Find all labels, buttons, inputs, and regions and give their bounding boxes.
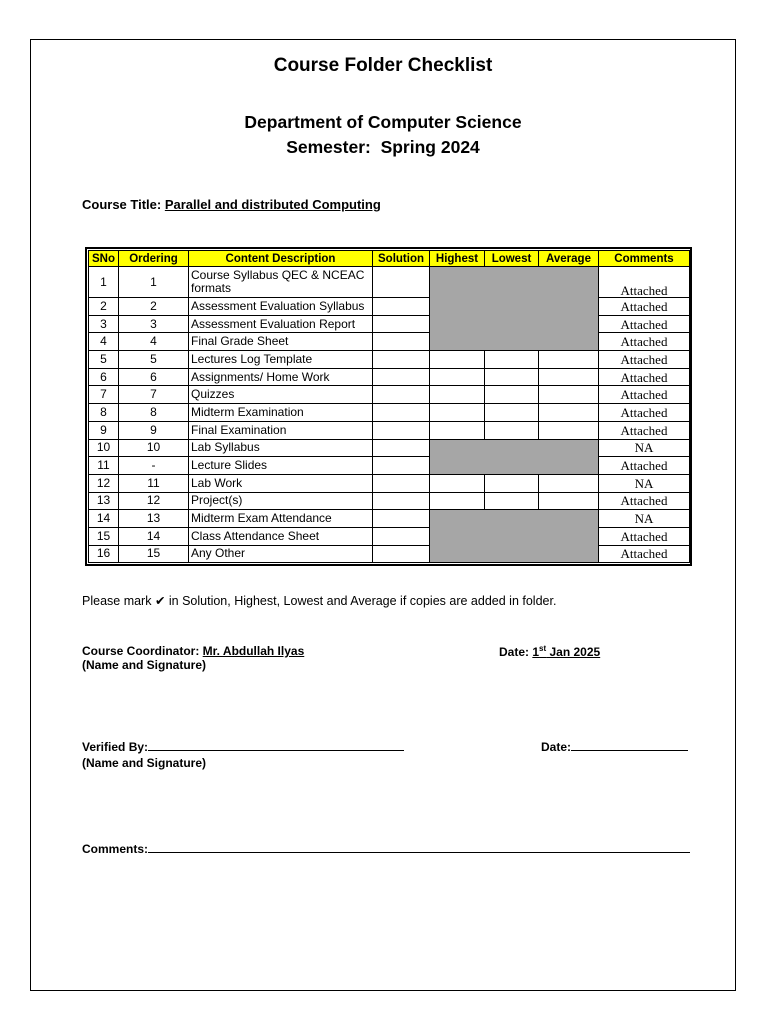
table-row [89,474,690,492]
cell-description: Lab Syllabus [189,439,373,457]
cell-ordering: 9 [119,421,189,439]
cell-solution[interactable] [373,315,430,333]
page-title: Course Folder Checklist [273,55,493,76]
table-row [89,315,690,333]
coordinator-name: Mr. Abdullah Ilyas [202,644,305,658]
cell-comment: Attached [599,404,690,422]
col-ordering: Ordering [119,251,189,267]
cell-solution[interactable] [373,510,430,528]
cell-sno: 16 [89,545,119,563]
cell-sno: 10 [89,439,119,457]
coordinator-signature-note: (Name and Signature) [82,658,207,672]
cell-comment: NA [599,510,690,528]
cell-sno: 13 [89,492,119,510]
cell-ordering: 15 [119,545,189,563]
cell-solution[interactable] [373,527,430,545]
cell-highest[interactable] [430,386,485,404]
table-row [89,421,690,439]
cell-description: Assignments/ Home Work [189,368,373,386]
cell-description: Class Attendance Sheet [189,527,373,545]
cell-average[interactable] [539,492,599,510]
cell-ordering: 14 [119,527,189,545]
cell-ordering: 4 [119,333,189,351]
checklist-table [85,247,692,566]
course-title [82,197,381,212]
cell-comment: NA [599,474,690,492]
cell-ordering: 7 [119,386,189,404]
cell-lowest[interactable] [485,474,539,492]
cell-solution[interactable] [373,404,430,422]
cell-description: Assessment Evaluation Syllabus [189,298,373,316]
shaded-block [430,267,599,351]
cell-highest[interactable] [430,474,485,492]
course-title-label: Course Title: [82,197,165,212]
table-row [89,333,690,351]
coordinator-label: Course Coordinator: [82,644,203,658]
cell-description: Midterm Examination [189,404,373,422]
cell-comment: Attached [599,298,690,316]
cell-sno: 8 [89,404,119,422]
cell-ordering: 1 [119,267,189,298]
table-row [89,545,690,563]
table-row [89,510,690,528]
cell-highest[interactable] [430,404,485,422]
cell-description: Lectures Log Template [189,351,373,369]
cell-comment: Attached [599,386,690,404]
cell-highest[interactable] [430,368,485,386]
cell-description: Final Grade Sheet [189,333,373,351]
cell-sno: 5 [89,351,119,369]
col-sno: SNo [89,251,119,267]
cell-sno: 3 [89,315,119,333]
cell-comment: Attached [599,527,690,545]
coordinator-date-label: Date: [499,645,533,659]
cell-comment: NA [599,439,690,457]
verified-signature-line[interactable] [148,740,404,751]
cell-average[interactable] [539,368,599,386]
comments-label: Comments: [82,842,149,856]
verified-by [82,740,404,754]
department-heading: Department of Computer Science [244,112,522,132]
shaded-block [430,439,599,474]
cell-lowest[interactable] [485,386,539,404]
cell-ordering: 2 [119,298,189,316]
cell-average[interactable] [539,474,599,492]
cell-highest[interactable] [430,421,485,439]
cell-comment: Attached [599,368,690,386]
cell-sno: 14 [89,510,119,528]
table-row [89,527,690,545]
cell-solution[interactable] [373,386,430,404]
table-row [89,439,690,457]
cell-sno: 2 [89,298,119,316]
table-row [89,368,690,386]
date-suffix: st [539,644,547,653]
cell-ordering: 11 [119,474,189,492]
cell-ordering: 12 [119,492,189,510]
table-row [89,351,690,369]
cell-highest[interactable] [430,351,485,369]
cell-sno: 9 [89,421,119,439]
cell-average[interactable] [539,421,599,439]
table-header-row [89,251,690,267]
coordinator-date [499,644,600,659]
cell-sno: 11 [89,457,119,475]
cell-sno: 12 [89,474,119,492]
cell-sno: 15 [89,527,119,545]
cell-solution[interactable] [373,351,430,369]
course-coordinator [82,644,304,658]
cell-solution[interactable] [373,298,430,316]
col-lowest: Lowest [485,251,539,267]
cell-ordering: - [119,457,189,475]
cell-description: Final Examination [189,421,373,439]
table-row [89,267,690,298]
cell-sno: 6 [89,368,119,386]
cell-ordering: 3 [119,315,189,333]
cell-ordering: 8 [119,404,189,422]
shaded-block [430,510,599,563]
cell-ordering: 13 [119,510,189,528]
col-solution: Solution [373,251,430,267]
col-comments: Comments [599,251,690,267]
cell-solution[interactable] [373,492,430,510]
cell-description: Any Other [189,545,373,563]
verified-date-line[interactable] [571,740,688,751]
verified-label: Verified By: [82,740,149,754]
table-row [89,386,690,404]
cell-description: Midterm Exam Attendance [189,510,373,528]
cell-solution[interactable] [373,545,430,563]
course-title-value: Parallel and distributed Computing [164,197,381,212]
cell-comment: Attached [599,351,690,369]
cell-comment: Attached [599,421,690,439]
cell-description: Project(s) [189,492,373,510]
cell-sno: 7 [89,386,119,404]
cell-solution[interactable] [373,333,430,351]
cell-description: Lab Work [189,474,373,492]
verified-date-label: Date: [541,740,572,754]
cell-solution[interactable] [373,474,430,492]
cell-description: Lecture Slides [189,457,373,475]
cell-solution[interactable] [373,267,430,298]
cell-highest[interactable] [430,492,485,510]
semester-heading: Semester: Spring 2024 [286,137,480,157]
cell-solution[interactable] [373,368,430,386]
comments-line[interactable] [148,842,690,853]
cell-comment: Attached [599,457,690,475]
cell-solution[interactable] [373,439,430,457]
cell-lowest[interactable] [485,492,539,510]
col-description: Content Description [189,251,373,267]
date-rest: Jan 2025 [546,645,601,659]
cell-comment: Attached [599,315,690,333]
document-page [30,39,736,991]
instruction-note: Please mark ✔ in Solution, Highest, Lowest and Average if copies are added in folder. [82,594,557,608]
cell-lowest[interactable] [485,421,539,439]
cell-lowest[interactable] [485,404,539,422]
cell-solution[interactable] [373,421,430,439]
cell-ordering: 10 [119,439,189,457]
cell-average[interactable] [539,386,599,404]
cell-average[interactable] [539,351,599,369]
cell-ordering: 5 [119,351,189,369]
col-average: Average [539,251,599,267]
verified-signature-note: (Name and Signature) [82,756,207,770]
coordinator-date-value [532,645,600,659]
cell-lowest[interactable] [485,368,539,386]
cell-comment: Attached [599,545,690,563]
cell-lowest[interactable] [485,351,539,369]
cell-comment: Attached [599,492,690,510]
cell-description: Quizzes [189,386,373,404]
cell-comment: Attached [599,267,690,298]
verified-date [541,740,688,754]
cell-description: Assessment Evaluation Report [189,315,373,333]
comments-section [82,842,690,856]
table-row [89,404,690,422]
cell-solution[interactable] [373,457,430,475]
cell-sno: 1 [89,267,119,298]
col-highest: Highest [430,251,485,267]
table-row [89,492,690,510]
cell-average[interactable] [539,404,599,422]
table-row [89,457,690,475]
cell-ordering: 6 [119,368,189,386]
cell-comment: Attached [599,333,690,351]
date-day: 1 [532,645,540,659]
cell-sno: 4 [89,333,119,351]
table-row [89,298,690,316]
cell-description: Course Syllabus QEC & NCEAC formats [189,267,373,298]
